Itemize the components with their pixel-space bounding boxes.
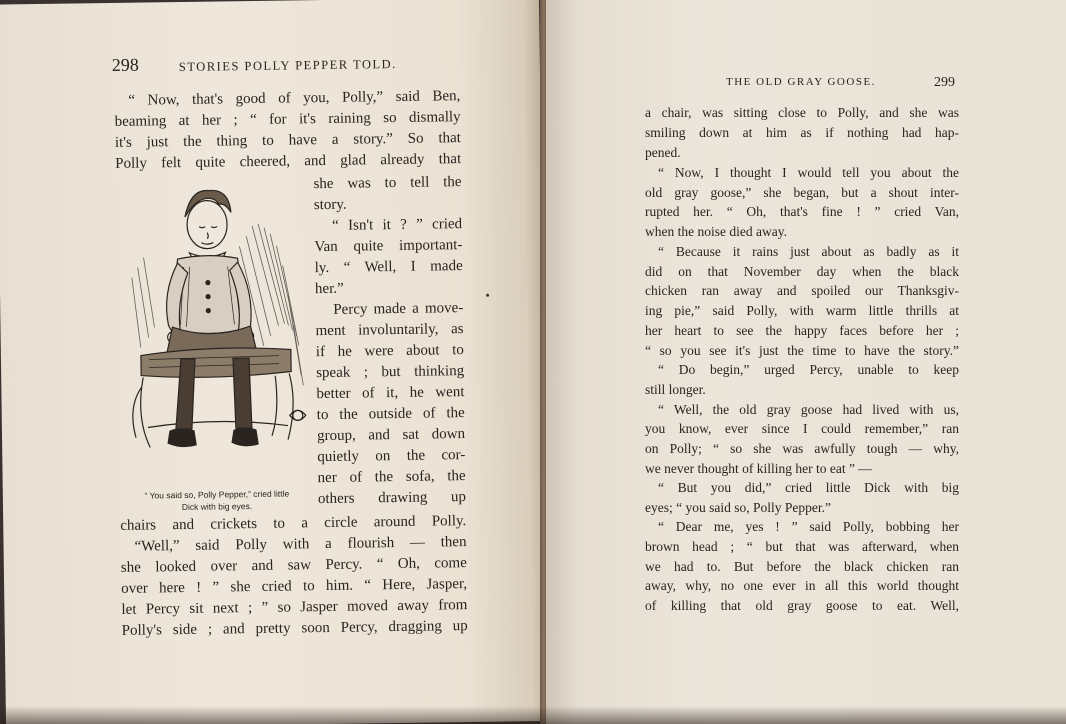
text-line: Polly's side ; and pretty soon Percy, dragging up (121, 618, 468, 639)
text-line: chairs and crickets to a circle around Polly. (120, 513, 467, 534)
text-line: she looked over and saw Percy. “ Oh, come (120, 555, 467, 576)
left-running-head: STORIES POLLY PEPPER TOLD. (178, 56, 397, 75)
text-line: “ Well, the old gray goose had lived with us, (658, 402, 959, 417)
ink-speck (486, 294, 489, 297)
text-line: rupted her. “ Oh, that's fine ! ” cried Van, (645, 204, 959, 219)
text-line: “ But you did,” cried little Dick with big (658, 480, 959, 495)
text-line: her.” (314, 280, 344, 298)
text-line: beaming at her ; “ for it's raining so dismally (114, 109, 461, 130)
text-line: smiling down at him as if nothing had hap- (645, 125, 959, 140)
text-line: still longer. (645, 382, 706, 397)
text-line: Percy made a move- (333, 300, 464, 318)
page-shadow (0, 706, 1066, 724)
text-line: her heart to see the happy faces before her ; (645, 323, 959, 338)
right-page (546, 0, 1066, 724)
text-line: we had to. But before the black chicken ran (645, 559, 959, 574)
text-line: she was to tell the (313, 174, 462, 193)
text-line: “ Now, I thought I would tell you about the (658, 165, 959, 180)
text-line: over here ! ” she cried to him. “ Here, Jasper, (121, 576, 468, 597)
text-line: “ Isn't it ? ” cried (331, 216, 463, 234)
text-line: away, why, no one ever in all this world thought (645, 578, 959, 593)
text-line: ing pie,” said Polly, with warm little thrills at (645, 303, 959, 318)
text-line: when the noise died away. (645, 224, 787, 239)
text-line: others drawing up (317, 489, 467, 508)
illustration-caption (119, 487, 315, 514)
text-line: speak ; but thinking (316, 363, 465, 382)
text-line: ly. “ Well, I made (314, 258, 463, 277)
text-line: old gray goose,” she began, but a shout inter- (645, 185, 959, 200)
text-line: it's just the thing to have a story.” So that (114, 130, 462, 151)
text-line: to the outside of the (316, 405, 465, 424)
text-line: of killing that old gray goose to eat. Well, (645, 598, 959, 613)
text-line: did on that November day when the black (645, 264, 959, 279)
text-line: let Percy sit next ; ” so Jasper moved away from (121, 597, 468, 618)
text-line: better of it, he went (316, 384, 465, 403)
text-line: group, and sat down (316, 426, 466, 445)
text-line: pened. (645, 145, 681, 160)
text-line: Polly felt quite cheered, and glad already that (115, 151, 462, 172)
text-line: Van quite important- (314, 237, 463, 256)
text-line: “ Do begin,” urged Percy, unable to keep (658, 362, 959, 377)
text-line: “ Because it rains just about as badly as it (658, 244, 959, 259)
text-line: “ so you see it's just the time to have the story.” (645, 343, 959, 358)
text-line: on Polly; “ so she was awfully tough — why, (645, 441, 959, 456)
text-line: “Well,” said Polly with a flourish — then (134, 534, 467, 555)
text-line: you know, ever since I could remember,” ran (645, 421, 959, 436)
caption-line: Dick with big eyes. (181, 501, 253, 513)
text-line: a chair, was sitting close to Polly, and she was (645, 105, 959, 120)
boy-on-stool-illustration (127, 185, 315, 488)
text-line: brown head ; “ but that was afterward, when (645, 539, 959, 554)
left-page-number: 298 (111, 54, 139, 75)
caption-line: “ You said so, Polly Pepper,” cried little (144, 488, 290, 501)
text-line: eyes; “ you said so, Polly Pepper.” (645, 500, 831, 515)
text-line: chicken ran away and spoiled our Thanksgiv- (645, 283, 959, 298)
text-line: “ Dear me, yes ! ” said Polly, bobbing her (658, 519, 959, 534)
text-line: story. (313, 196, 347, 214)
right-page-number: 299 (934, 75, 955, 90)
right-running-head: THE OLD GRAY GOOSE. (726, 76, 876, 88)
text-line: we never thought of killing her to eat ” — (645, 461, 872, 476)
text-line: ner of the sofa, the (317, 468, 466, 487)
text-line: ment involuntarily, as (315, 321, 464, 340)
text-line: “ Now, that's good of you, Polly,” said Ben, (128, 88, 461, 109)
text-line: quietly on the cor- (317, 447, 466, 466)
text-line: if he were about to (315, 342, 464, 361)
